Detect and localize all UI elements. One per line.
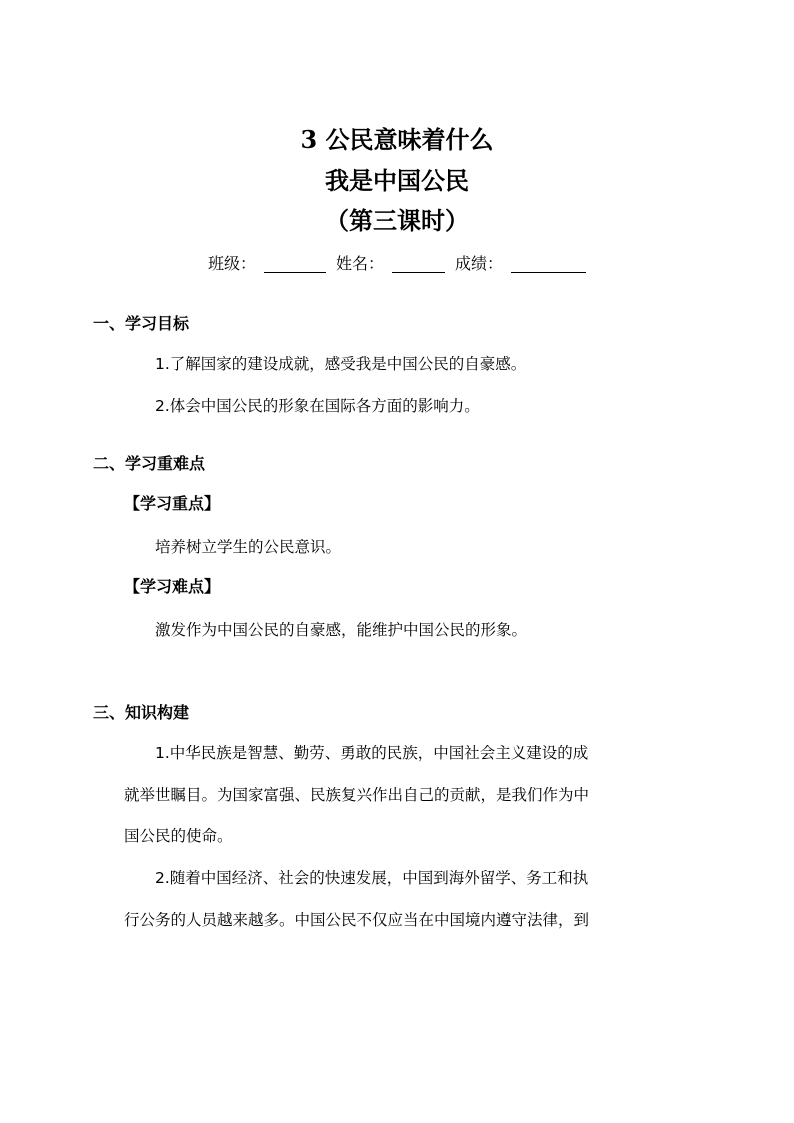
lesson-period: （第三课时）: [325, 206, 469, 235]
class-label: 班级：: [207, 254, 256, 273]
paragraph-line: 1.中华民族是智慧、勤劳、勇敢的民族，中国社会主义建设的成: [155, 744, 589, 762]
difficulty-label: 【学习难点】: [124, 577, 221, 596]
section-heading-knowledge: 三、知识构建: [93, 703, 190, 722]
score-blank[interactable]: [511, 254, 586, 273]
key-point-label: 【学习重点】: [124, 494, 221, 513]
paragraph-line: 行公务的人员越来越多。中国公民不仅应当在中国境内遵守法律，到: [124, 911, 590, 929]
difficulty-text: 激发作为中国公民的自豪感，能维护中国公民的形象。: [155, 621, 528, 639]
class-blank[interactable]: [264, 254, 326, 273]
name-label: 姓名：: [335, 254, 384, 273]
paragraph-line: 2.随着中国经济、社会的快速发展，中国到海外留学、务工和执: [155, 869, 589, 887]
paragraph-line: 就举世瞩目。为国家富强、民族复兴作出自己的贡献，是我们作为中: [124, 786, 590, 804]
lesson-subtitle: 我是中国公民: [325, 166, 469, 195]
name-blank[interactable]: [392, 254, 445, 273]
goal-item: 1.了解国家的建设成就，感受我是中国公民的自豪感。: [155, 355, 527, 373]
key-point-text: 培养树立学生的公民意识。: [155, 538, 342, 556]
score-label: 成绩：: [455, 254, 504, 273]
goal-item: 2.体会中国公民的形象在国际各方面的影响力。: [155, 397, 480, 415]
lesson-title: 3 公民意味着什么: [300, 125, 494, 154]
paragraph-line: 国公民的使命。: [124, 827, 233, 845]
section-heading-key-points: 二、学习重难点: [93, 454, 206, 473]
section-heading-goals: 一、学习目标: [93, 314, 190, 333]
student-info-row: [0, 253, 794, 275]
